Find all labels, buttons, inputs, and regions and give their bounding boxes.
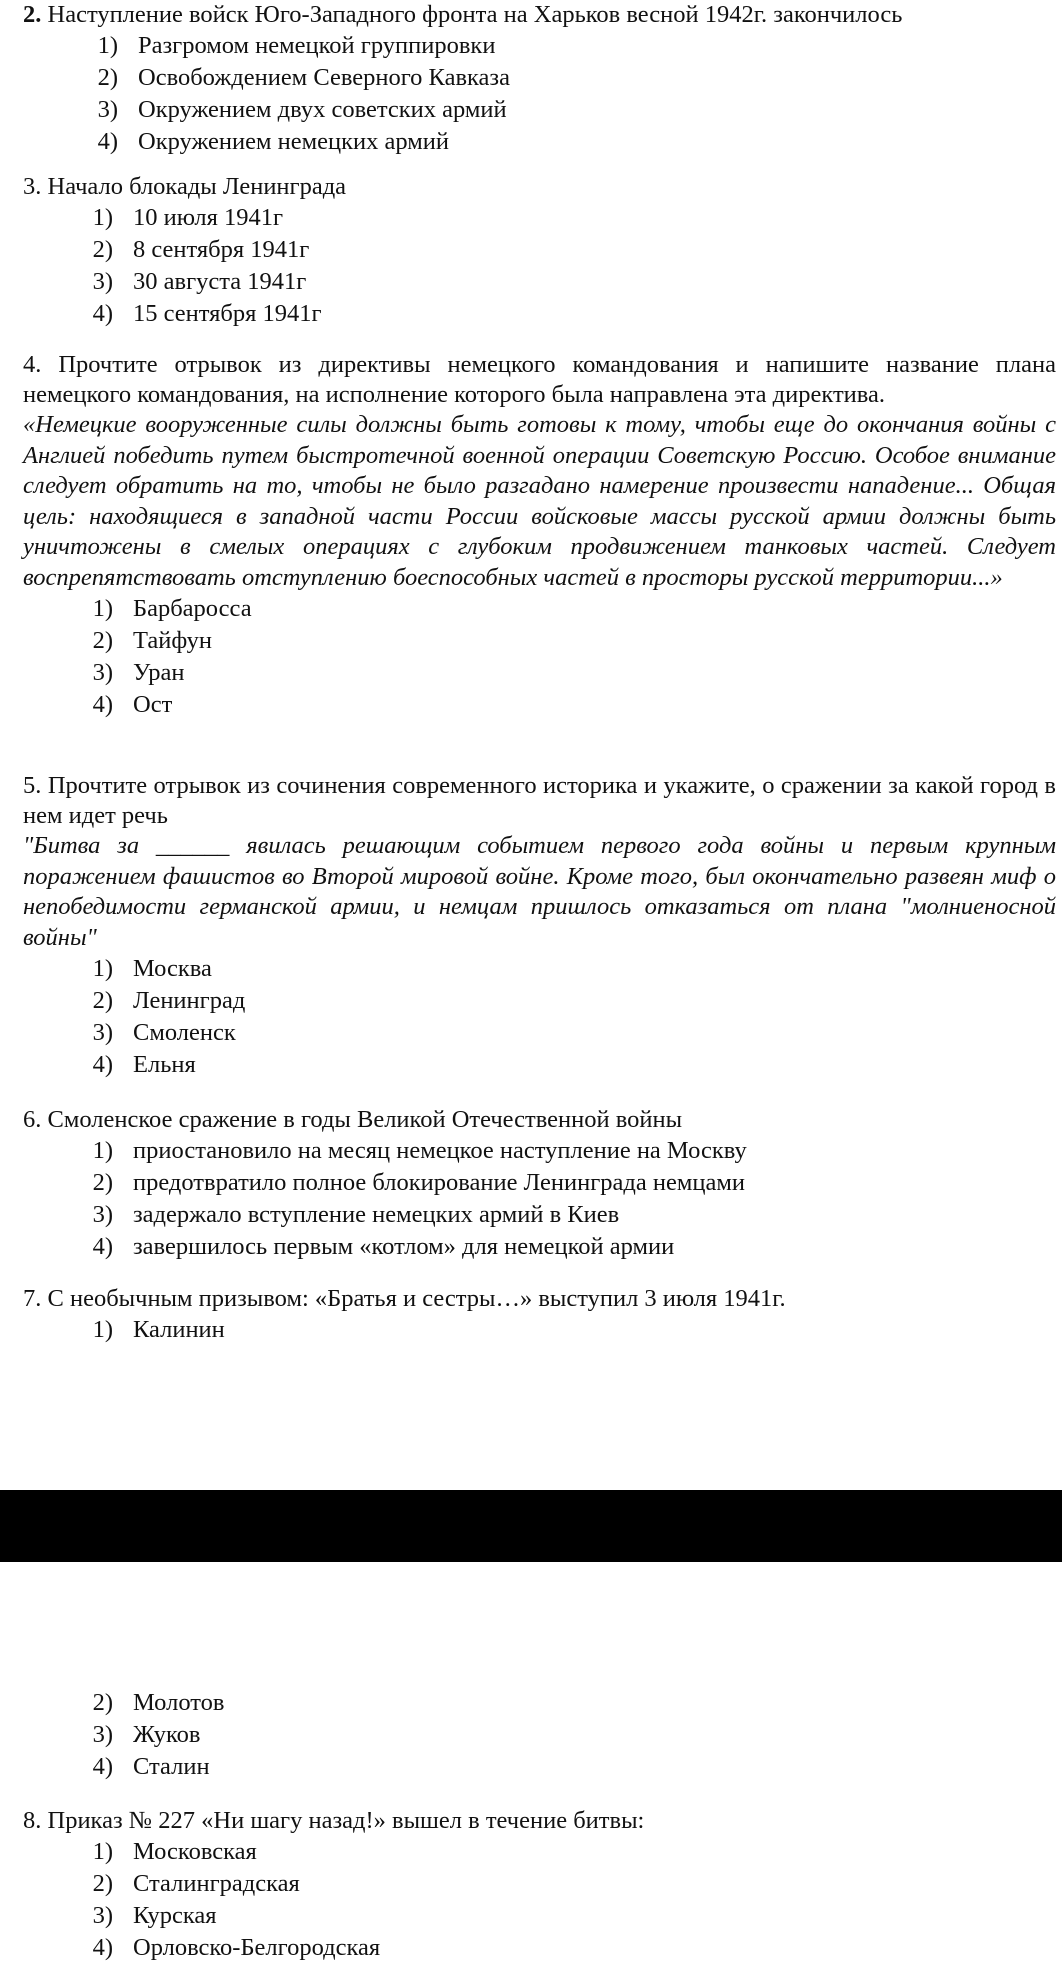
question-7-text: 7. С необычным призывом: «Братья и сестры…» выступил 3 июля 1941г. bbox=[23, 1285, 786, 1312]
q4-option-3: 3) Уран bbox=[92, 659, 185, 686]
q5-option-3: 3) Смоленск bbox=[92, 1019, 236, 1046]
q2-option-2: 2) Освобождением Северного Кавказа bbox=[97, 64, 510, 91]
question-2-number: 2. bbox=[23, 1, 42, 28]
q6-option-3: 3) задержало вступление немецких армий в Киев bbox=[92, 1201, 620, 1228]
q6-option-4: 4) завершилось первым «котлом» для немецкой армии bbox=[92, 1233, 675, 1260]
q3-option-4: 4) 15 сентября 1941г bbox=[92, 300, 322, 327]
question-2 bbox=[23, 0, 1056, 158]
question-3-options bbox=[53, 202, 1056, 330]
q4-option-4: 4) Ост bbox=[92, 691, 173, 718]
question-8-options bbox=[53, 1836, 1056, 1964]
q7-option-4: 4) Сталин bbox=[92, 1753, 210, 1780]
q3-option-3: 3) 30 августа 1941г bbox=[92, 268, 307, 295]
question-4 bbox=[23, 350, 1056, 721]
question-4-options bbox=[53, 593, 1056, 721]
question-7-options-bottom bbox=[53, 1687, 1056, 1783]
question-7 bbox=[23, 1284, 1056, 1346]
q2-option-4: 4) Окружением немецких армий bbox=[97, 128, 449, 155]
question-4-quote: «Немецкие вооруженные силы должны быть готовы к тому, чтобы еще до окончания войны с Англией победить путем быстротечной военной операции Советскую Россию. Особое внимание следует обратить на то, чтобы не было разгадано намерение произвести нападение... Общая цель: находящиеся в западной части России войсковые массы русской армии должны быть уничтожены в смелых операциях с глубоким продвижением танковых частей. Следует воспрепятствовать отступлению боеспособных частей в просторы русской территории...» bbox=[23, 411, 1056, 591]
q3-option-1: 1) 10 июля 1941г bbox=[92, 204, 284, 231]
question-3 bbox=[23, 172, 1056, 330]
question-8 bbox=[23, 1806, 1056, 1964]
q5-option-4: 4) Ельня bbox=[92, 1051, 196, 1078]
question-2-text bbox=[23, 0, 1056, 30]
q8-option-1: 1) Московская bbox=[92, 1838, 257, 1865]
q5-option-2: 2) Ленинград bbox=[92, 987, 246, 1014]
question-4-text: 4. Прочтите отрывок из директивы немецкого командования и напишите название плана немецкого командования, на исполнение которого была направлена эта директива. bbox=[23, 351, 1056, 408]
question-5-options bbox=[53, 953, 1056, 1081]
question-6-options bbox=[53, 1135, 1056, 1263]
question-6-text: 6. Смоленское сражение в годы Великой Отечественной войны bbox=[23, 1106, 683, 1133]
question-2-options bbox=[58, 30, 1056, 158]
q5-option-1: 1) Москва bbox=[92, 955, 212, 982]
q8-option-4: 4) Орловско-Белгородская bbox=[92, 1934, 381, 1961]
question-7-continued bbox=[23, 1687, 1056, 1783]
question-6 bbox=[23, 1105, 1056, 1263]
q8-option-3: 3) Курская bbox=[92, 1902, 217, 1929]
q4-option-1: 1) Барбаросса bbox=[92, 595, 252, 622]
page-break-band bbox=[0, 1490, 1062, 1562]
question-5-quote: "Битва за ______ явилась решающим событием первого года войны и первым крупным поражением фашистов во Второй мировой войне. Кроме того, был окончательно развеян миф о непобедимости германской армии, и немцам пришлось отказаться от плана "молниеносной войны" bbox=[23, 832, 1056, 951]
q2-option-1: 1) Разгромом немецкой группировки bbox=[97, 32, 496, 59]
q6-option-2: 2) предотвратило полное блокирование Ленинграда немцами bbox=[92, 1169, 745, 1196]
question-3-text: 3. Начало блокады Ленинграда bbox=[23, 173, 347, 200]
q8-option-2: 2) Сталинградская bbox=[92, 1870, 300, 1897]
q2-option-3: 3) Окружением двух советских армий bbox=[97, 96, 507, 123]
question-5-text: 5. Прочтите отрывок из сочинения современного историка и укажите, о сражении за какой город в нем идет речь bbox=[23, 772, 1056, 829]
question-7-options-top bbox=[53, 1314, 1056, 1346]
q4-option-2: 2) Тайфун bbox=[92, 627, 212, 654]
question-8-text: 8. Приказ № 227 «Ни шагу назад!» вышел в течение битвы: bbox=[23, 1807, 645, 1834]
q6-option-1: 1) приостановило на месяц немецкое наступление на Москву bbox=[92, 1137, 747, 1164]
q7-option-2: 2) Молотов bbox=[92, 1689, 225, 1716]
question-5 bbox=[23, 771, 1056, 1081]
q7-option-3: 3) Жуков bbox=[92, 1721, 201, 1748]
question-2-prompt: Наступление войск Юго-Западного фронта на Харьков весной 1942г. закончилось bbox=[47, 1, 903, 28]
q3-option-2: 2) 8 сентября 1941г bbox=[92, 236, 310, 263]
q7-option-1: 1) Калинин bbox=[92, 1316, 225, 1343]
